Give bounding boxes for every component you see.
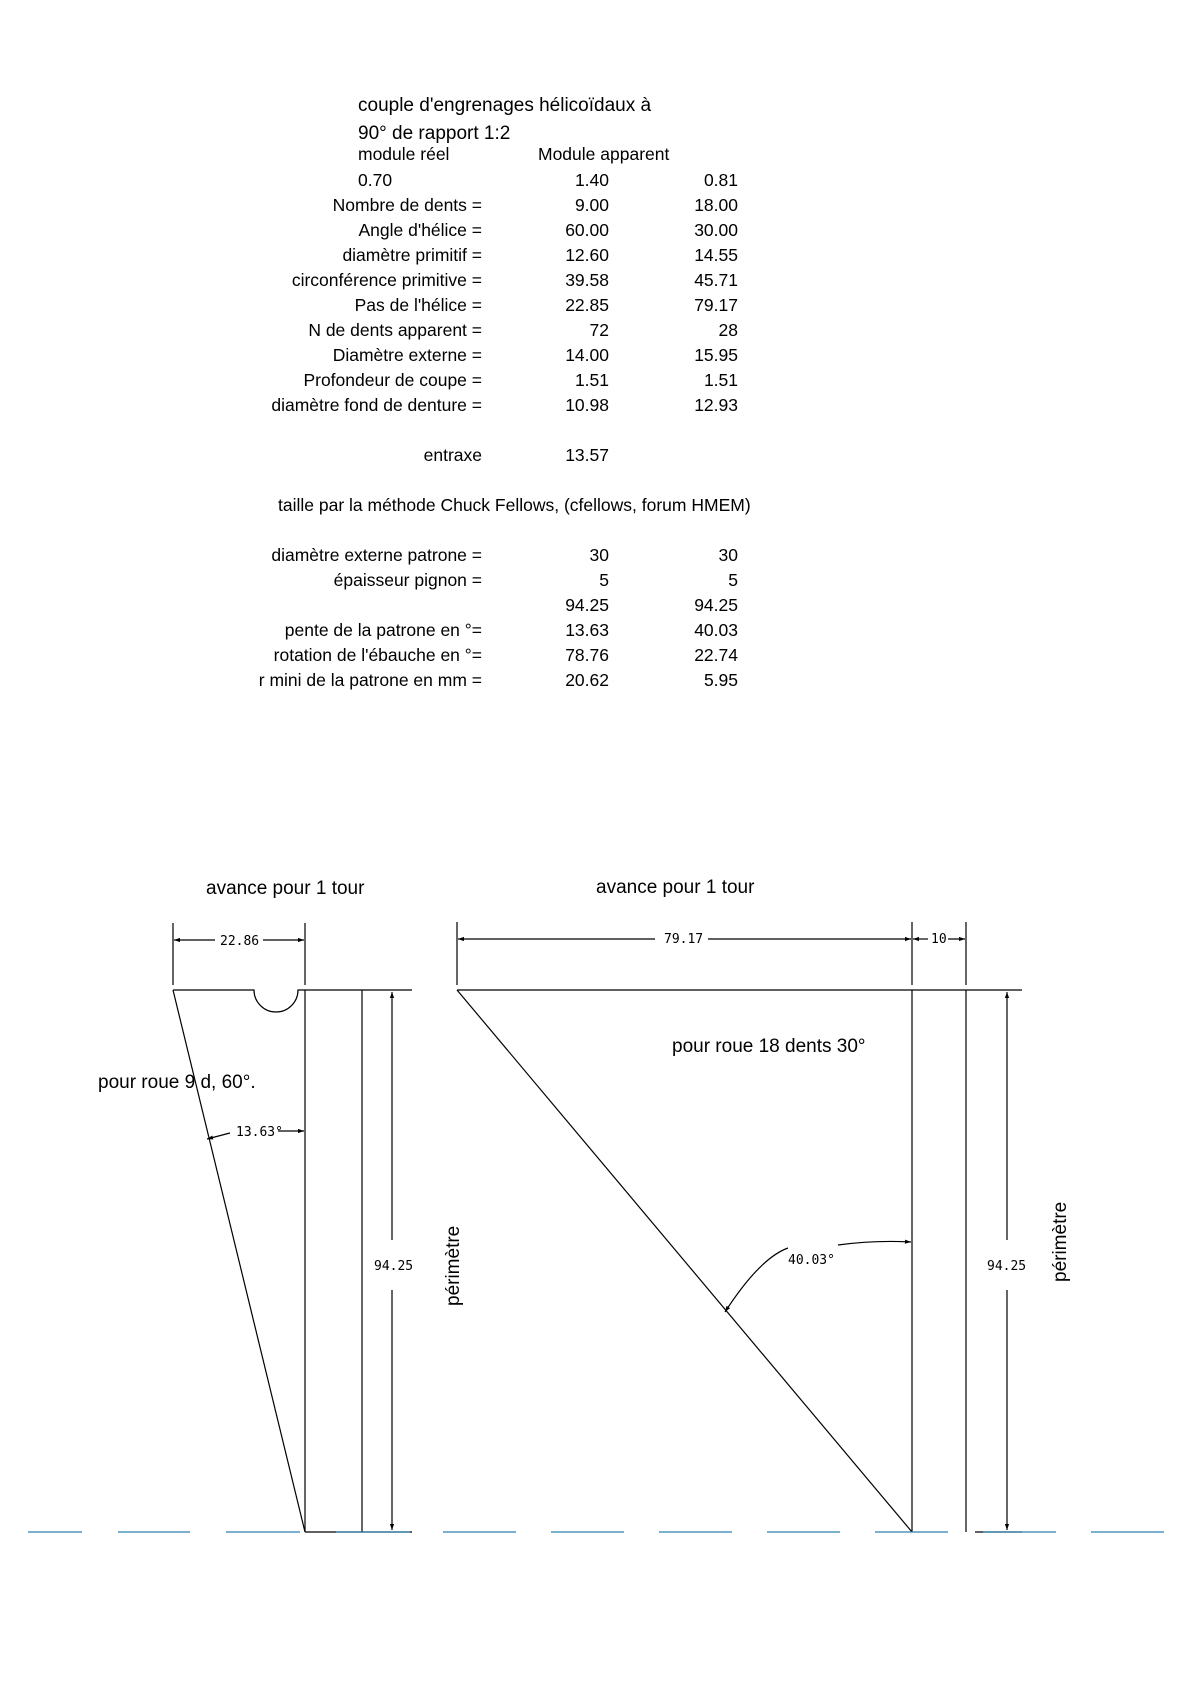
avance-left-label: avance pour 1 tour bbox=[206, 878, 365, 899]
row-label: épaisseur pignon = bbox=[333, 570, 482, 590]
row-label: rotation de l'ébauche en °= bbox=[273, 645, 482, 665]
row-value-1: 1.51 bbox=[574, 370, 609, 390]
module-apparent-2: 0.81 bbox=[703, 170, 738, 190]
row-label: circonférence primitive = bbox=[291, 270, 482, 290]
row-value-2: 5 bbox=[728, 570, 738, 590]
row-label: diamètre fond de denture = bbox=[271, 395, 482, 415]
row-value-2: 22.74 bbox=[694, 645, 738, 665]
angle-arc bbox=[725, 1248, 788, 1312]
row-label: Angle d'hélice = bbox=[358, 220, 482, 240]
row-value-1: 14.00 bbox=[565, 345, 609, 365]
row-value-2: 30 bbox=[718, 545, 738, 565]
page-title-line-1: couple d'engrenages hélicoïdaux à bbox=[358, 95, 652, 116]
row-label: diamètre primitif = bbox=[342, 245, 482, 265]
row-label: Diamètre externe = bbox=[332, 345, 482, 365]
row-value-1: 22.85 bbox=[565, 295, 609, 315]
row-label: Nombre de dents = bbox=[332, 195, 482, 215]
row-label: r mini de la patrone en mm = bbox=[258, 670, 482, 690]
dim-94-25-left: 94.25 bbox=[374, 1259, 414, 1274]
row-value-2: 18.00 bbox=[694, 195, 738, 215]
perimetre-left-label: périmètre bbox=[443, 1225, 464, 1306]
row-label: N de dents apparent = bbox=[308, 320, 482, 340]
row-label: Pas de l'hélice = bbox=[354, 295, 482, 315]
row-label: Profondeur de coupe = bbox=[303, 370, 482, 390]
template-top-edge bbox=[173, 990, 305, 1012]
pour-roue-9-label: pour roue 9 d, 60°. bbox=[98, 1072, 256, 1093]
dim-22-86: 22.86 bbox=[220, 934, 260, 949]
module-apparent-1: 1.40 bbox=[574, 170, 609, 190]
page-title-line-2: 90° de rapport 1:2 bbox=[358, 123, 511, 143]
module-apparent-label: Module apparent bbox=[538, 144, 670, 164]
angle-arc bbox=[838, 1241, 911, 1245]
row-value-1: 9.00 bbox=[574, 195, 609, 215]
row-value-1: 13.63 bbox=[565, 620, 609, 640]
row-value-1: 39.58 bbox=[565, 270, 609, 290]
module-reel-value: 0.70 bbox=[358, 170, 393, 190]
row-value-2: 79.17 bbox=[694, 295, 738, 315]
row-value-1: 5 bbox=[599, 570, 609, 590]
angle-leader bbox=[207, 1133, 230, 1139]
dim-10: 10 bbox=[931, 932, 947, 947]
row-value-2: 30.00 bbox=[694, 220, 738, 240]
row-value-2: 40.03 bbox=[694, 620, 738, 640]
row-label: pente de la patrone en °= bbox=[284, 620, 482, 640]
row-value-1: 12.60 bbox=[565, 245, 609, 265]
right-template bbox=[457, 922, 1022, 1532]
row-value-2: 45.71 bbox=[694, 270, 738, 290]
row-value-1: 30 bbox=[589, 545, 609, 565]
row-value-2: 14.55 bbox=[694, 245, 738, 265]
row-value-1: 72 bbox=[589, 320, 609, 340]
module-reel-label: module réel bbox=[358, 144, 450, 164]
row-value-2: 1.51 bbox=[703, 370, 738, 390]
template-slant-edge bbox=[457, 990, 912, 1532]
row-value-1: 10.98 bbox=[565, 395, 609, 415]
row-value-1: 60.00 bbox=[565, 220, 609, 240]
row-label: diamètre externe patrone = bbox=[271, 545, 482, 565]
row-value-2: 28 bbox=[718, 320, 738, 340]
dim-94-25-right: 94.25 bbox=[987, 1259, 1027, 1274]
row-value-2: 15.95 bbox=[694, 345, 738, 365]
perimetre-right-label: périmètre bbox=[1050, 1201, 1071, 1282]
row-value-2: 94.25 bbox=[694, 595, 738, 615]
angle-13-63: 13.63° bbox=[236, 1125, 283, 1140]
pour-roue-18-label: pour roue 18 dents 30° bbox=[672, 1036, 866, 1057]
angle-40-03: 40.03° bbox=[788, 1253, 835, 1268]
left-template bbox=[173, 923, 412, 1532]
row-value-2: 5.95 bbox=[703, 670, 738, 690]
entraxe-label: entraxe bbox=[423, 445, 482, 465]
row-value-2: 12.93 bbox=[694, 395, 738, 415]
avance-right-label: avance pour 1 tour bbox=[596, 877, 755, 898]
row-value-1: 20.62 bbox=[565, 670, 609, 690]
row-value-1: 94.25 bbox=[565, 595, 609, 615]
row-value-1: 78.76 bbox=[565, 645, 609, 665]
entraxe-value: 13.57 bbox=[565, 445, 609, 465]
method-text: taille par la méthode Chuck Fellows, (cfellows, forum HMEM) bbox=[278, 495, 751, 515]
dim-79-17: 79.17 bbox=[664, 932, 704, 947]
